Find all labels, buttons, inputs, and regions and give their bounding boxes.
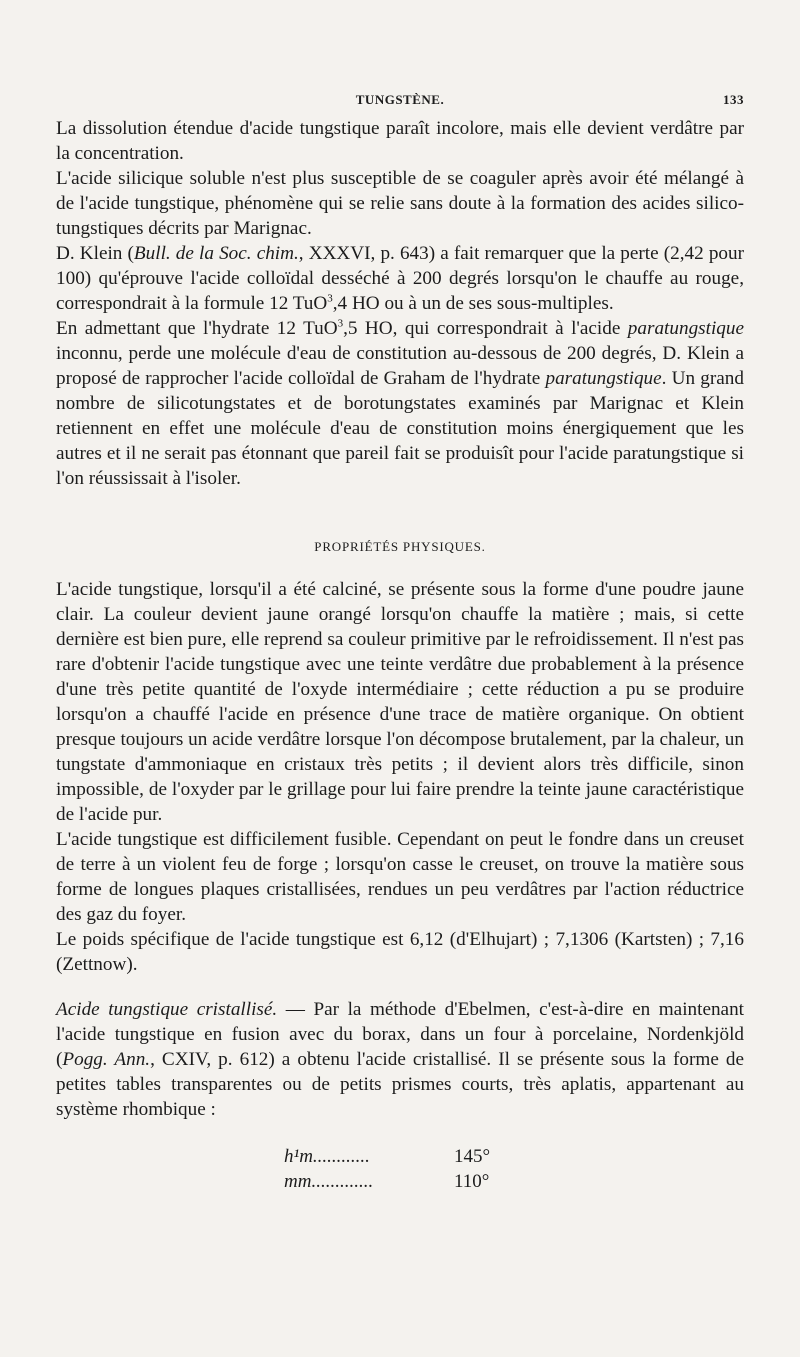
superscript: 3 (337, 317, 344, 330)
paragraph-fusibility: L'acide tungstique est difficilement fusible. Cependant on peut le fondre dans un creuset de terre à un violent feu de forge ; lorsqu'on casse le creuset, on trouve la matière sous forme de longues plaques cristallisées, rendues un peu verdâtres par l'action réductrice des gaz du foyer. (56, 829, 744, 925)
text-run: — Par la méthode d'Ebelmen, c'est-à-dire en maintenant l'acide tungstique en fusion avec du borax, dans un four à porcelaine, Nordenkjöld ( (56, 999, 744, 1070)
spacer (56, 977, 744, 997)
text-run: En admettant que l'hydrate 12 TuO (56, 318, 338, 339)
paragraph-specific-weight: Le poids spécifique de l'acide tungstique est 6,12 (d'Elhujart) ; 7,1306 (Kartsten) ; 7,16 (Zettnow). (56, 929, 744, 975)
angle-value: 145° (454, 1146, 491, 1167)
running-head (56, 92, 744, 116)
paragraph-klein-formula (56, 241, 744, 316)
angle-row (284, 1169, 744, 1194)
paragraph-silicic-acid: L'acide silicique soluble n'est plus susceptible de se coaguler après avoir été mélangé à de l'acide tungstique, phénomène qui se relie sans doute à la formation des acides silico-tungstiques décrits par Marignac. (56, 168, 744, 239)
text-run: ,4 HO ou à un de ses sous-multiples. (332, 293, 614, 314)
paragraph-crystallized-acid (56, 997, 744, 1122)
angle-row (284, 1144, 744, 1169)
text-run: , CXIV, p. 612) a obtenu l'acide cristallisé. Il se présente sous la forme de petites tables transparentes ou de petits prismes courts, très aplatis, appartenant au système rhombique : (56, 1049, 744, 1120)
text-run: , XXXVI, p. 643) a fait remarquer que la perte (2,42 pour 100) qu'éprouve l'acide colloïdal desséché à 200 degrés lorsqu'on le chauffe au rouge, correspondrait à la formule 12 TuO (56, 243, 745, 314)
paragraph-calcined-powder: L'acide tungstique, lorsqu'il a été calciné, se présente sous la forme d'une poudre jaune clair. La couleur devient jaune orangé lorsqu'on chauffe la matière ; mais, si cette dernière est bien pure, elle reprend sa couleur primitive par le refroidissement. Il n'est pas rare d'obtenir l'acide tungstique avec une teinte verdâtre due probablement à la présence d'une très petite quantité de l'oxyde intermédiaire ; cette réduction a pu se produire lorsqu'on a chauffé l'acide en présence d'une trace de matière organique. On obtient presque toujours un acide verdâtre lorsque l'on décompose brutalement, par la chaleur, un tungstate d'ammoniaque en cristaux très petits ; il devient alors très difficile, sinon impossible, de l'oxyder par le grillage pour lui faire prendre la teinte jaune caractéristique de l'acide pur. (56, 579, 744, 825)
section-heading: PROPRIÉTÉS PHYSIQUES. (314, 539, 486, 554)
angle-table (284, 1144, 744, 1194)
citation-italic: Pogg. Ann. (62, 1049, 151, 1070)
page-number: 133 (723, 92, 744, 107)
subheading-italic: Acide tungstique cristallisé. (56, 999, 278, 1020)
citation-italic: Bull. de la Soc. chim. (133, 243, 299, 264)
term-italic: paratungstique (627, 318, 744, 339)
angle-label: h¹m............ (284, 1146, 370, 1167)
text-run: D. Klein ( (56, 243, 134, 264)
term-italic: paratungstique (545, 368, 662, 389)
angle-value: 110° (454, 1171, 490, 1192)
running-title: TUNGSTÈNE. (355, 92, 445, 107)
text-run: inconnu, perde une molécule d'eau de constitution au-dessous de 200 degrés, D. Klein a proposé de rapprocher l'acide colloïdal de Graham de l'hydrate (56, 343, 744, 389)
superscript: 3 (327, 292, 333, 305)
text-run: ,5 HO, qui correspondrait à l'acide (343, 318, 628, 339)
paragraph-dissolution: La dissolution étendue d'acide tungstique paraît incolore, mais elle devient verdâtre par la concentration. (56, 118, 744, 164)
text-run: . Un grand nombre de silicotungstates et de borotungstates examinés par Marignac et Klein retiennent en effet une molécule d'eau de constitution moins énergiquement que les autres et il ne serait pas étonnant que pareil fait se produisît pour l'acide paratungstique si l'on réussissait à l'isoler. (56, 368, 744, 489)
paragraph-paratungstic (56, 316, 744, 491)
angle-label: mm............. (284, 1171, 374, 1192)
